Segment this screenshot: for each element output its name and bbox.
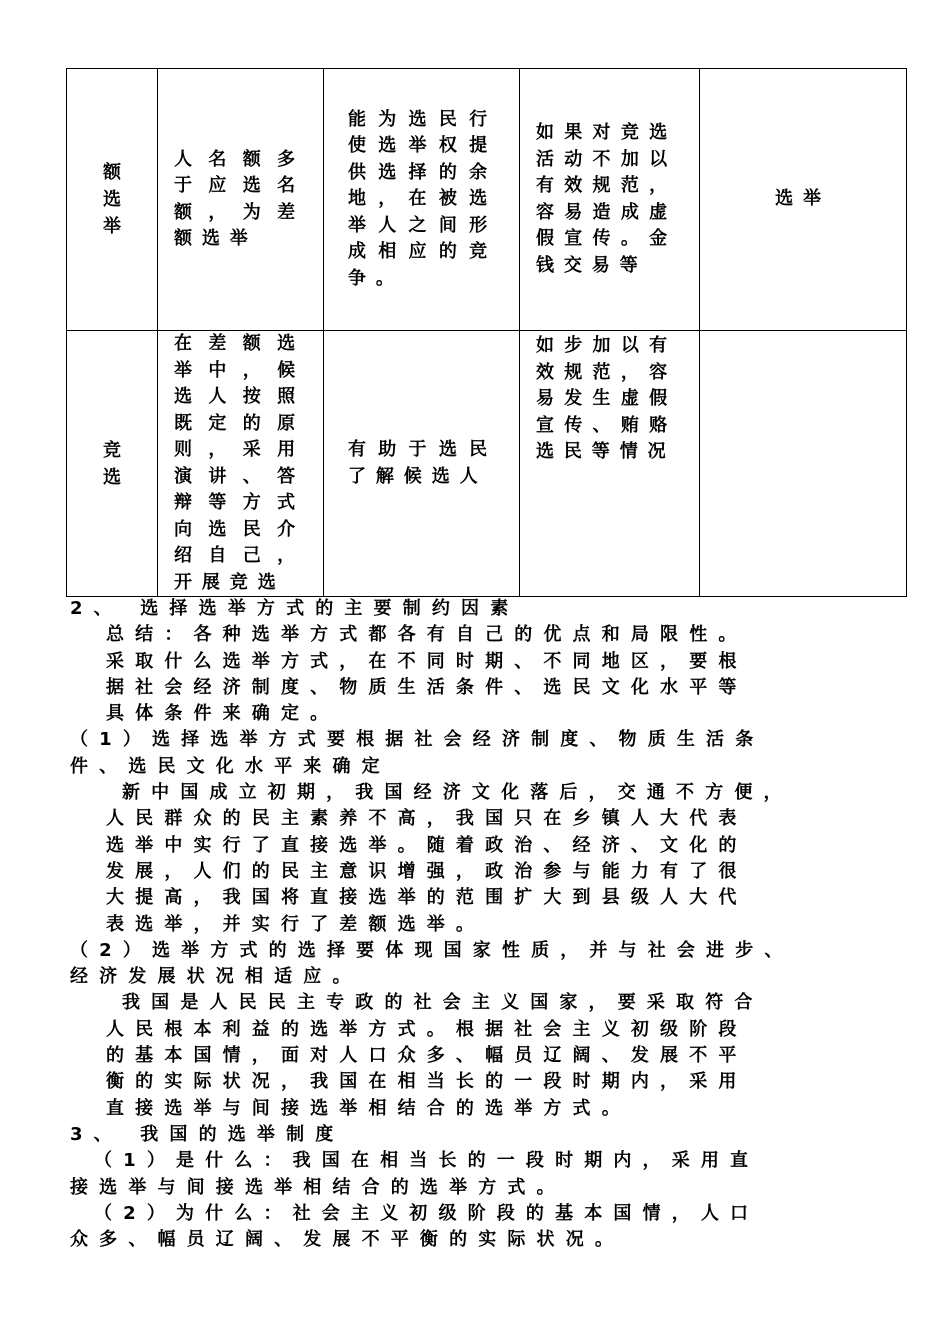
advantage-cell <box>324 69 520 331</box>
table-row <box>67 331 907 597</box>
note-cell <box>700 69 907 331</box>
point-1-heading: （1）选择选举方式要根据社会经济制度、物质生活条 <box>70 729 765 751</box>
disadvantage-cell <box>520 331 700 597</box>
paragraph-line: 新中国成立初期，我国经济文化落后，交通不方便， <box>122 782 793 804</box>
summary-line: 总结：各种选举方式都各有自己的优点和局限性。 <box>106 624 748 646</box>
point-what: （1）是什么：我国在相当长的一段时期内，采用直 <box>94 1150 760 1172</box>
paragraph-line: 人民群众的民主素养不高，我国只在乡镇人大代表 <box>106 808 748 830</box>
section-3-heading: 3、 我国的选举制度 <box>70 1123 345 1145</box>
paragraph-line: 大提高，我国将直接选举的范围扩大到县级人大代 <box>106 887 748 909</box>
paragraph-line: 选举中实行了直接选举。随着政治、经济、文化的 <box>106 834 748 856</box>
paragraph-line: 人民根本利益的选举方式。根据社会主义初级阶段 <box>106 1018 748 1040</box>
row-type-cell <box>67 69 158 331</box>
definition-text: 人名额多于应选名额，为差额选举 <box>174 148 305 249</box>
row-type-label: 额选举 <box>103 162 121 237</box>
paragraph-line: 发展，人们的民主意识增强，政治参与能力有了很 <box>106 860 748 882</box>
row-type-label: 竞选 <box>103 439 121 488</box>
note-cell <box>700 331 907 597</box>
summary-line: 采取什么选举方式，在不同时期、不同地区，要根 <box>106 650 748 672</box>
note-text: 选举 <box>775 188 831 210</box>
paragraph-line: 直接选举与间接选举相结合的选举方式。 <box>106 1097 631 1119</box>
disadvantage-text: 如果对竞选活动不加以有效规范，容易造成虚假宣传。金钱交易等 <box>536 122 677 276</box>
disadvantage-cell <box>520 69 700 331</box>
paragraph-line: 衡的实际状况，我国在相当长的一段时期内，采用 <box>106 1071 748 1093</box>
paragraph-line: 的基本国情，面对人口众多、幅员辽阔、发展不平 <box>106 1045 748 1067</box>
advantage-text: 有助于选民了解候选人 <box>348 439 497 487</box>
paragraph-line: 表选举，并实行了差额选举。 <box>106 913 486 935</box>
paragraph-line: 我国是人民民主专政的社会主义国家，要采取符合 <box>122 992 764 1014</box>
advantage-cell <box>324 331 520 597</box>
table-row <box>67 69 907 331</box>
point-what-cont: 接选举与间接选举相结合的选举方式。 <box>70 1176 566 1198</box>
row-type-cell <box>67 331 158 597</box>
point-why-cont: 众多、幅员辽阔、发展不平衡的实际状况。 <box>70 1229 625 1251</box>
election-comparison-table <box>66 68 907 597</box>
definition-text: 在差额选举中，候选人按照既定的原则，采用演讲、答辩等方式向选民介绍自己，开展竞选 <box>174 333 305 593</box>
advantage-text: 能为选民行使选举权提供选择的余地，在被选举人之间形成相应的竞争。 <box>348 108 497 289</box>
definition-cell <box>158 69 324 331</box>
point-2-heading-cont: 经济发展状况相适应。 <box>70 966 362 988</box>
point-2-heading: （2）选举方式的选择要体现国家性质，并与社会进步、 <box>70 939 794 961</box>
point-1-heading-cont: 件、选民文化水平来确定 <box>70 755 391 777</box>
summary-line: 具体条件来确定。 <box>106 703 340 725</box>
summary-line: 据社会经济制度、物质生活条件、选民文化水平等 <box>106 676 748 698</box>
body-text <box>70 596 900 1253</box>
definition-cell <box>158 331 324 597</box>
disadvantage-text: 如步加以有效规范，容易发生虚假宣传、贿赂选民等情况 <box>536 335 677 462</box>
point-why: （2）为什么：社会主义初级阶段的基本国情，人口 <box>94 1202 760 1224</box>
section-2-heading: 2、 选择选举方式的主要制约因素 <box>70 598 520 619</box>
